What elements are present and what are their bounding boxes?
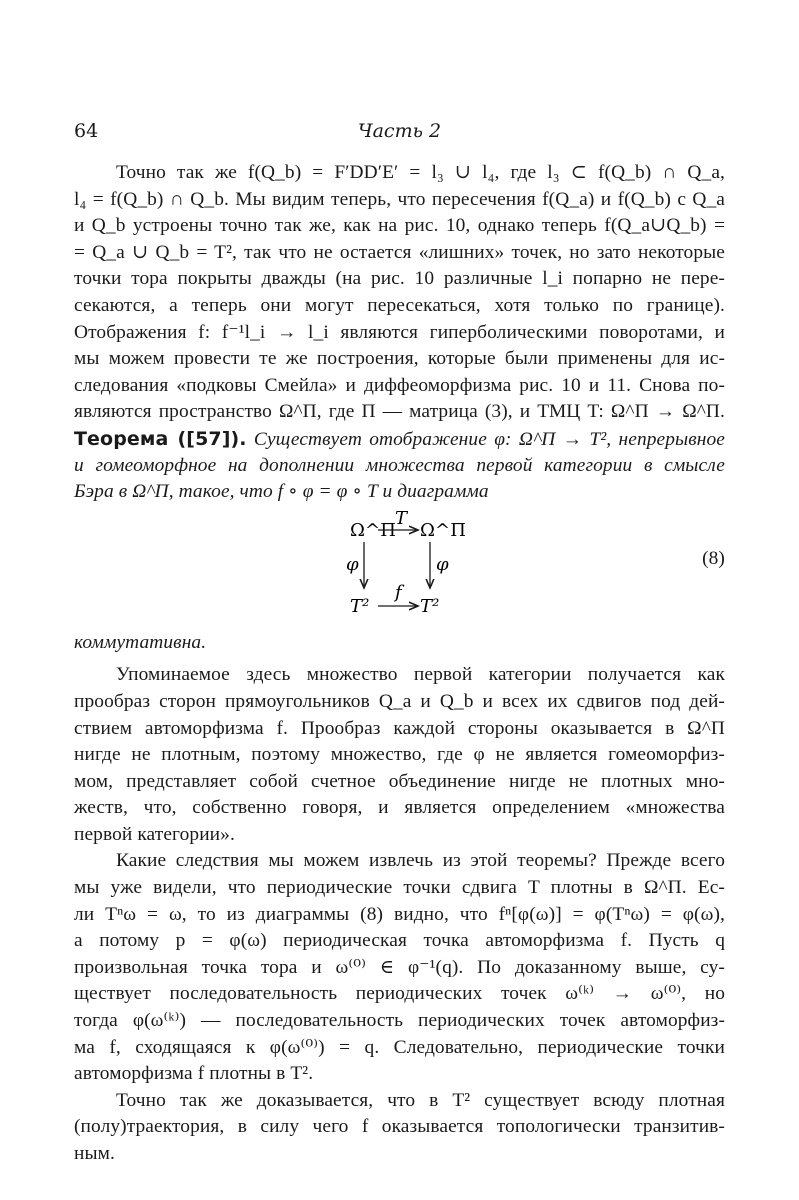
text-line: (полу)траектория, в силу чего f оказывается топологически транзитив- (74, 1116, 725, 1138)
text-line: Упоминаемое здесь множество первой категории получается как (116, 664, 725, 686)
text-line: тогда φ(ω⁽ᵏ⁾) — последовательность периодических точек автоморфиз- (74, 1010, 725, 1032)
theorem-text-line: Бэра в Ω^П, такое, что f ∘ φ = φ ∘ T и диаграмма (74, 481, 489, 503)
theorem-first-line (74, 426, 725, 453)
text-line: мы можем провести те же построения, которые были применены для ис- (74, 348, 725, 370)
diagram-bottom-left: T² (350, 595, 370, 617)
diagram-top-right: Ω^П (420, 519, 467, 541)
diagram-svg (74, 508, 725, 628)
text-line: Точно так же f(Q_b) = F′DD′E′ = l₃ ∪ l₄, где l₃ ⊂ f(Q_b) ∩ Q_a, (116, 162, 725, 183)
paragraph-3 (74, 848, 725, 1087)
diagram-bottom-right: T² (420, 595, 440, 617)
left-arrow-label: φ (346, 553, 359, 575)
right-arrow-label: φ (436, 553, 449, 575)
paragraph-2 (74, 662, 725, 848)
theorem-label: Теорема ([57]). (74, 427, 247, 450)
theorem-text-line: и гомеоморфное на дополнении множества первой категории в смысле (74, 454, 725, 476)
text-line: ществует последовательность периодических точек ω⁽ᵏ⁾ → ω⁽⁰⁾, но (74, 983, 725, 1005)
text-line: произвольная точка тора и ω⁽⁰⁾ ∈ φ⁻¹(q). По доказанному выше, су- (74, 956, 725, 978)
text-line: нигде не плотным, поэтому множество, где φ не является гомеоморфиз- (74, 744, 725, 766)
equation-number: (8) (702, 547, 725, 569)
top-arrow-label: T (395, 507, 408, 529)
text-line: а потому p = φ(ω) периодическая точка автоморфизма f. Пусть q (74, 930, 725, 952)
theorem (74, 426, 725, 506)
text-line: следования «подковы Смейла» и диффеоморфизма рис. 10 и 11. Снова по- (74, 374, 725, 396)
text-line: секаются, а теперь они могут пересекаться, хотя только по границе). (74, 294, 725, 316)
text-line: = Q_a ∪ Q_b = T², так что не остается «лишних» точек, но зато некоторые (74, 241, 725, 263)
page-body (74, 160, 725, 1168)
theorem-end: коммутативна. (74, 631, 207, 653)
text-line: ным. (74, 1143, 115, 1164)
diagram-top-left: Ω^П (350, 519, 397, 541)
text-line: l₄ = f(Q_b) ∩ Q_b. Мы видим теперь, что пересечения f(Q_a) и f(Q_b) с Q_a (74, 188, 725, 210)
text-line: Какие следствия мы можем извлечь из этой теоремы? Прежде всего (116, 850, 725, 872)
paragraph-4 (74, 1088, 725, 1168)
text-line: Отображения f: f⁻¹l_i → l_i являются гиперболическими поворотами, и (74, 321, 725, 343)
text-line: точки тора покрыты дважды (на рис. 10 различные l_i попарно не пере- (74, 268, 725, 290)
text-line: автоморфизма f плотны в T². (74, 1063, 314, 1085)
text-line: ствием автоморфизма f. Прообраз каждой стороны оказывается в Ω^П (74, 717, 725, 739)
text-line: мом, представляет собой счетное объединение нигде не плотных мно- (74, 770, 725, 792)
page-header (74, 120, 725, 148)
page-number: 64 (74, 120, 99, 142)
text-line: ма f, сходящаяся к φ(ω⁽⁰⁾) = q. Следовательно, периодические точки (74, 1036, 725, 1058)
running-title: Часть 2 (357, 120, 442, 142)
text-line: являются пространство Ω^П, где П — матрица (3), и ТМЦ T: Ω^П → Ω^П. (74, 401, 725, 423)
text-line: Точно так же доказывается, что в T² существует всюду плотная (116, 1089, 725, 1111)
text-line: первой категории». (74, 823, 235, 845)
text-line: жеств, что, собственно говоря, и является определением «множества (74, 797, 725, 819)
theorem-text: Существует отображение φ: Ω^П → T², непрерывное (253, 428, 726, 450)
text-line: прообраз сторон прямоугольников Q_a и Q_b и всех их сдвигов под дей- (74, 690, 725, 712)
text-line: ли Tⁿω = ω, то из диаграммы (8) видно, что fⁿ[φ(ω)] = φ(Tⁿω) = φ(ω), (74, 903, 725, 925)
bottom-arrow-label: f (395, 581, 402, 603)
text-line: и Q_b устроены точно так же, как на рис. 10, однако теперь f(Q_a∪Q_b) = (74, 215, 725, 237)
text-line: мы уже видели, что периодические точки сдвига T плотны в Ω^П. Ес- (74, 877, 725, 899)
commutative-diagram (74, 508, 725, 628)
paragraph-1 (74, 160, 725, 426)
